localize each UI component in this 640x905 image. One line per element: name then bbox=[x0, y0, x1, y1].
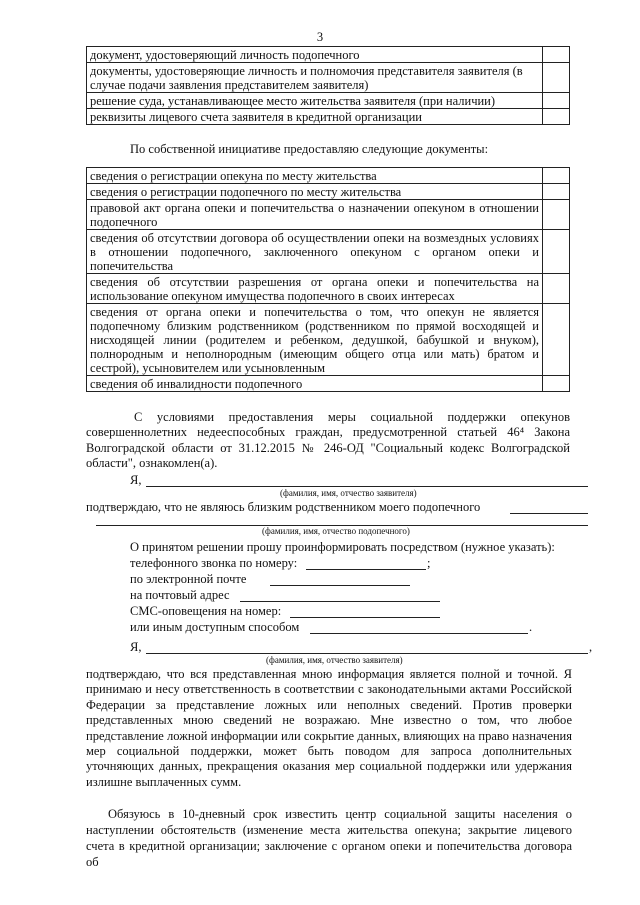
table-row bbox=[87, 168, 570, 184]
phone-field[interactable] bbox=[306, 569, 426, 570]
applicant-name-field[interactable] bbox=[146, 486, 588, 487]
table-cell: сведения о регистрации опекуна по месту жительства bbox=[87, 168, 543, 184]
table-row bbox=[87, 304, 570, 376]
checkbox-cell[interactable] bbox=[543, 304, 570, 376]
table-cell: сведения о регистрации подопечного по месту жительства bbox=[87, 184, 543, 200]
page-number: 3 bbox=[316, 30, 324, 44]
table-row bbox=[87, 47, 570, 63]
notify-option-email: по электронной почте bbox=[130, 572, 247, 586]
ya-label-2: Я, bbox=[130, 640, 142, 654]
checkbox-cell[interactable] bbox=[543, 168, 570, 184]
table-cell: сведения от органа опеки и попечительства о том, что опекун не является подопечному близким родственником (родственником по прямой восходящей и нисходящей линии (родителем и ребенком, дедушкой, бабушкой и внуком), полнородным и неполнородным (имеющим общего отца или мать) братом и сестрой), усыновителем или усыновленным bbox=[87, 304, 543, 376]
table-cell: правовой акт органа опеки и попечительства о назначении опекуном в отношении подопечного bbox=[87, 200, 543, 230]
table-cell: документ, удостоверяющий личность подопечного bbox=[87, 47, 543, 63]
caption-ward: (фамилия, имя, отчество подопечного) bbox=[262, 526, 410, 536]
table-row bbox=[87, 184, 570, 200]
notify-heading: О принятом решении прошу проинформировать посредством (нужное указать): bbox=[130, 540, 555, 554]
table-row bbox=[87, 109, 570, 125]
table-cell: документы, удостоверяющие личность и полномочия представителя заявителя (в случае подачи заявления представителем заявителя) bbox=[87, 63, 543, 93]
checkbox-cell[interactable] bbox=[543, 376, 570, 392]
document-page: 3 документ, удостоверяющий личность подопечного документы, удостоверяющие личность и полномочия представителя заявителя (в случае подачи заявления представителем заявителя) решение суда, устанавливающее место жительства заявителя (при наличии) реквизиты лицевого счета заявителя в кредитной организации По собственной инициативе предоставляю следующие документы: сведения о регистрации опекуна по месту жительства сведения о регистрации подопечного по месту жительства правовой акт органа опеки и попечительства о назначении опекуном в отношении подопечного сведения об отсутствии договора об осуществлении опеки на возмездных условиях в отношении подопечного, заключенного опекуном с органом опеки и попечительства сведения об отсутствии разрешения от органа опеки и попечительства на использование опекуном имущества подопечного в своих интересах сведения от органа опеки и попечительства о том, что опекун не является подопечному близким родственником (родственником по прямой восходящей и нисходящей линии (родителем и ребенком, дедушкой, бабушкой и внуком), полнородным и неполнородным (имеющим общего отца или мать) братом и сестрой), усыновителем или усыновленным сведения об инвалидности подопечного С условиями предоставления меры социальной поддержки опекунов совершеннолетних недееспособных граждан, предусмотренной статьей 46⁴ Закона Волгоградской области от 31.12.2015 № 246-ОД "Социальный кодекс Волгоградской области", ознакомлен(а). Я, (фамилия, имя, отчество заявителя) подтверждаю, что не являюсь близким родственником моего подопечного (фамилия, имя, отчество подопечного) О принятом решении прошу проинформировать посредством (нужное указать): телефонного звонка по номеру: ; по электронной почте на почтовый адрес СМС-оповещения на номер: или иным доступным способом . Я, , (фамилия, имя, отчество заявителя) подтверждаю, что вся представленная мною информация является полной и точной. Я принимаю и несу ответственность в соответствии с законодательными актами Российской Федерации за представление ложных или неполных сведений. Против проверки представленных мною сведений не возражаю. Мне известно о том, что любое представление ложной информации или сокрытие данных, влияющих на право назначения мер социальной поддержки, может быть поводом для запроса дополнительных уточняющих данных, прекращения оказания мер социальной поддержки или удержания излишне выплаченных сумм. Обязуюсь в 10-дневный срок известить центр социальной защиты населения о наступлении обстоятельств (изменение места жительства опекуна; закрытие лицевого счета в кредитной организации; заключение с органом опеки и попечительства договора об bbox=[0, 0, 640, 905]
checkbox-cell[interactable] bbox=[543, 274, 570, 304]
checkbox-cell[interactable] bbox=[543, 109, 570, 125]
checkbox-cell[interactable] bbox=[543, 47, 570, 63]
table-cell: сведения об отсутствии договора об осуществлении опеки на возмездных условиях в отношении подопечного, заключенного опекуном с органом опеки и попечительства bbox=[87, 230, 543, 274]
sms-number-field[interactable] bbox=[290, 617, 440, 618]
checkbox-cell[interactable] bbox=[543, 63, 570, 93]
checkbox-cell[interactable] bbox=[543, 184, 570, 200]
table-cell: сведения об отсутствии разрешения от органа опеки и попечительства на использование опекуном имущества подопечного в своих интересах bbox=[87, 274, 543, 304]
applicant-name-field-2[interactable] bbox=[146, 653, 588, 654]
table-row bbox=[87, 376, 570, 392]
caption-applicant-2: (фамилия, имя, отчество заявителя) bbox=[266, 655, 403, 665]
obligation-paragraph: Обязуюсь в 10-дневный срок известить центр социальной защиты населения о наступлении обстоятельств (изменение места жительства опекуна; закрытие лицевого счета в кредитной организации; заключение с органом опеки и попечительства договора об bbox=[86, 807, 572, 869]
table-cell: сведения об инвалидности подопечного bbox=[87, 376, 543, 392]
conditions-paragraph: С условиями предоставления меры социальной поддержки опекунов совершеннолетних недееспособных граждан, предусмотренной статьей 46⁴ Закона Волгоградской области от 31.12.2015 № 246-ОД "Социальный кодекс Волгоградской области", ознакомлен(а). bbox=[86, 410, 570, 470]
postal-address-field[interactable] bbox=[240, 601, 440, 602]
table-row bbox=[87, 63, 570, 93]
other-method-field[interactable] bbox=[310, 633, 528, 634]
checkbox-cell[interactable] bbox=[543, 200, 570, 230]
ya-label: Я, bbox=[130, 473, 142, 487]
ward-name-field[interactable] bbox=[510, 513, 588, 514]
email-field[interactable] bbox=[270, 585, 410, 586]
initiative-documents-table bbox=[86, 167, 570, 392]
required-documents-table bbox=[86, 46, 570, 125]
confirm-not-relative: подтверждаю, что не являюсь близким родственником моего подопечного bbox=[86, 500, 481, 514]
confirm-paragraph: подтверждаю, что вся представленная мною информация является полной и точной. Я принимаю и несу ответственность в соответствии с законодательными актами Российской Федерации за представление ложных или неполных сведений. Против проверки представленных мною сведений не возражаю. Мне известно о том, что любое представление ложной информации или сокрытие данных, влияющих на право назначения мер социальной поддержки, может быть поводом для запроса дополнительных уточняющих данных, прекращения оказания мер социальной поддержки или удержания излишне выплаченных сумм. bbox=[86, 667, 572, 789]
initiative-heading: По собственной инициативе предоставляю следующие документы: bbox=[130, 142, 489, 156]
table-row bbox=[87, 230, 570, 274]
notify-option-other: или иным доступным способом bbox=[130, 620, 300, 634]
checkbox-cell[interactable] bbox=[543, 93, 570, 109]
notify-option-sms: СМС-оповещения на номер: bbox=[130, 604, 282, 618]
caption-applicant: (фамилия, имя, отчество заявителя) bbox=[280, 488, 417, 498]
table-row bbox=[87, 93, 570, 109]
notify-option-post: на почтовый адрес bbox=[130, 588, 230, 602]
checkbox-cell[interactable] bbox=[543, 230, 570, 274]
notify-option-phone: телефонного звонка по номеру: bbox=[130, 556, 298, 570]
table-cell: решение суда, устанавливающее место жительства заявителя (при наличии) bbox=[87, 93, 543, 109]
table-cell: реквизиты лицевого счета заявителя в кредитной организации bbox=[87, 109, 543, 125]
table-row bbox=[87, 274, 570, 304]
table-row bbox=[87, 200, 570, 230]
